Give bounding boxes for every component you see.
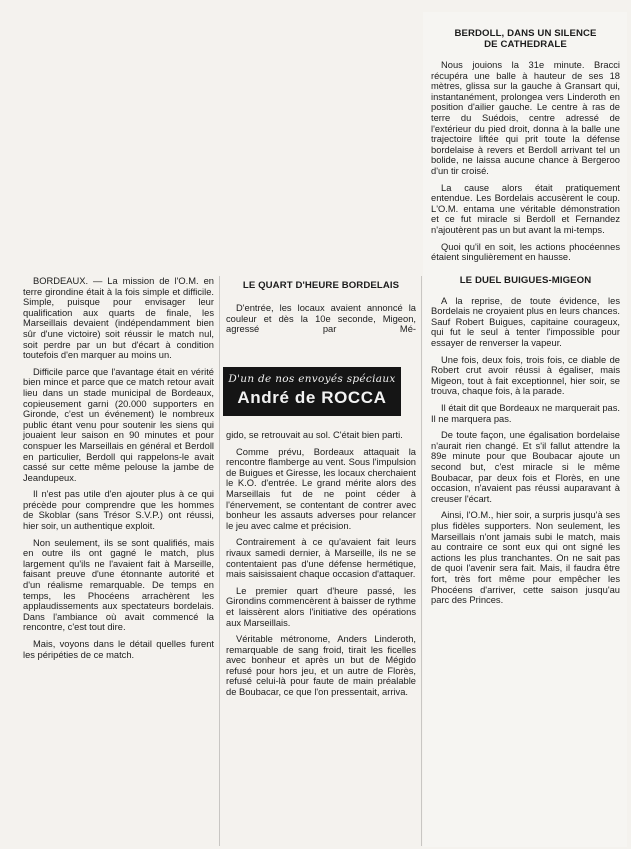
column-divider bbox=[421, 276, 422, 846]
col2-paragraph: Le premier quart d'heure passé, les Girondins commencèrent à baisser de rythme et laissèrent alors l'initiative des opérations aux Marseillais. bbox=[226, 585, 416, 628]
byline-box bbox=[223, 367, 401, 416]
col1-paragraph: Il n'est pas utile d'en ajouter plus à ce qui précède pour comprendre que les hommes de Skoblar (sans Trésor S.V.P.) ont réussi, hier soir, un authentique exploit. bbox=[23, 489, 214, 532]
middle-column-top bbox=[222, 276, 418, 364]
col1-paragraph: Mais, voyons dans le détail quelles furent les péripéties de ce match. bbox=[23, 639, 214, 660]
col3-paragraph: De toute façon, une égalisation bordelaise n'aurait rien changé. Et s'il fallut attendre la 89e minute pour que Boubacar ajoute un second but, c'est miracle si le même Boubacar, par deux fois et Florès, en une occasion, n'avaient pas réussi auparavant à creuser l'écart. bbox=[431, 430, 620, 504]
headline-berdoll bbox=[431, 28, 620, 50]
col3-paragraph: Nous jouions la 31e minute. Bracci récupéra une balle à hauteur de ses 18 mètres, glissa sur la gauche à Gransart qui, instantanément, prolongea vers Linderoth en position d'ailier gauche. Le centre à ras de terre du Suédois, centre adressé de l'extérieur du pied droit, donna à la balle une trajectoire liftée qui prit toute la défense bordelaise à revers et Berdoll arrivant tel un bolide, ne laissa aucune chance à Bergeroo d'un tir croisé. bbox=[431, 60, 620, 176]
col3-paragraph: La cause alors était pratiquement entendue. Les Bordelais accusèrent le coup. L'O.M. entama une véritable démonstration et ce fut miracle si Berdoll et Fernandez n'ajoutèrent pas un but avant la mi-temps. bbox=[431, 182, 620, 235]
col2-paragraph: Contrairement à ce qu'avaient fait leurs rivaux samedi dernier, à Marseille, ils ne se contentaient pas d'une défense hermétique, mais saisissaient chaque occasion d'attaquer. bbox=[226, 537, 416, 580]
col2-intro-part1: D'entrée, les locaux avaient annoncé la couleur et dès la 10e seconde, Migeon, agressé par Mé- bbox=[226, 303, 416, 335]
column-divider bbox=[219, 276, 220, 846]
col2-intro-part2: gido, se retrouvait au sol. C'était bien parti. bbox=[226, 430, 403, 440]
col1-paragraph: BORDEAUX. — La mission de l'O.M. en terre girondine était à la fois simple et difficile. Simple, puisque pour envisager leur qualification aux quarts de finale, les Marseillais devaient (indépendamment bien sûr d'une victoire) soit réussir le match nul, soit perdre par un but d'écart à condition toutefois d'en marquer au moins un. bbox=[23, 276, 214, 361]
col1-paragraph: Difficile parce que l'avantage était en vérité bien mince et parce que ce match retour avait lieu dans un stade municipal de Bordeaux, copieusement garni (20.000 supporters en Gironde, c'est un événement) le nombreux public étant venu pour soutenir les siens qui jouaient leur saison en 90 minutes et pour conspuer les Marseillais en général et Berdoll en particulier, Berdoll qui rappelons-le avait cassé sur cette même pelouse la jambe de Jeandupeux. bbox=[23, 366, 214, 483]
right-column bbox=[423, 12, 627, 847]
col2-paragraph: Comme prévu, Bordeaux attaquait la rencontre flamberge au vent. Sous l'impulsion de Buigues et Giresse, les locaux cherchaient le K.O. d'entrée. Le grand mérite alors des Marseillais fut de ne point céder à l'énervement, se contentant de contrer avec bonheur les assauts adverses pour relancer le jeu avec calme et précision. bbox=[226, 446, 416, 531]
headline-duel: LE DUEL BUIGUES-MIGEON bbox=[459, 274, 592, 286]
col3-paragraph: Ainsi, l'O.M., hier soir, a surpris jusqu'à ses plus fidèles supporters. Non seulement, les Marseillais n'ont jamais subi le match, mais au contraire ce sont eux qui ont signé les actions les plus tranchantes. On ne sait pas de quoi l'avenir sera fait. Mais, il faudra être fort, très fort même pour empêcher les Phocéens d'arriver, cette saison jusqu'au parc des Princes. bbox=[431, 510, 620, 606]
headline-berdoll-line2: DE CATHEDRALE bbox=[484, 39, 567, 50]
headline-berdoll-line1: BERDOLL, DANS UN SILENCE bbox=[454, 28, 597, 39]
col1-paragraph: Non seulement, ils se sont qualifiés, mais en outre ils ont gagné le match, plus largement qu'ils ne l'avaient fait à Marseille, faisant preuve d'une étonnante autorité et d'un réalisme remarquable. De temps en temps, les Phocéens arrachèrent les applaudissements aux spectateurs bordelais. Dans l'ambiance où avait commencé la rencontre, c'est tout dire. bbox=[23, 537, 214, 633]
col2-paragraph: Véritable métronome, Anders Linderoth, remarquable de sang froid, tirait les ficelles avec bonheur et après un but de Mégido refusé pour hors jeu, et un autre de Florès, refusé celui-là pour faute de main préalable de Boubacar, ce que l'on pressentait, arriva. bbox=[226, 634, 416, 698]
col3-paragraph: A la reprise, de toute évidence, les Bordelais ne croyaient plus en leurs chances. Sauf Robert Buigues, capitaine courageux, qui fut le seul à tenter l'impossible pour essayer de renverser la vapeur. bbox=[431, 295, 620, 349]
headline-quart-d-heure: LE QUART D'HEURE BORDELAIS bbox=[242, 280, 400, 291]
col3-paragraph: Il était dit que Bordeaux ne marquerait pas. Il ne marquera pas. bbox=[431, 403, 620, 424]
col3-paragraph: Quoi qu'il en soit, les actions phocéennes étaient singulièrement en hausse. bbox=[431, 241, 620, 263]
byline-author: André de ROCCA bbox=[237, 388, 387, 407]
byline-envoye: D'un de nos envoyés spéciaux bbox=[228, 373, 396, 385]
left-column bbox=[19, 276, 216, 849]
col3-paragraph: Une fois, deux fois, trois fois, ce diable de Robert crut avoir réussi à égaliser, mais Migeon, tout à fait exceptionnel, hier soir, se trouva, chaque fois, à la parade. bbox=[431, 354, 620, 397]
middle-column-bottom bbox=[222, 430, 418, 849]
